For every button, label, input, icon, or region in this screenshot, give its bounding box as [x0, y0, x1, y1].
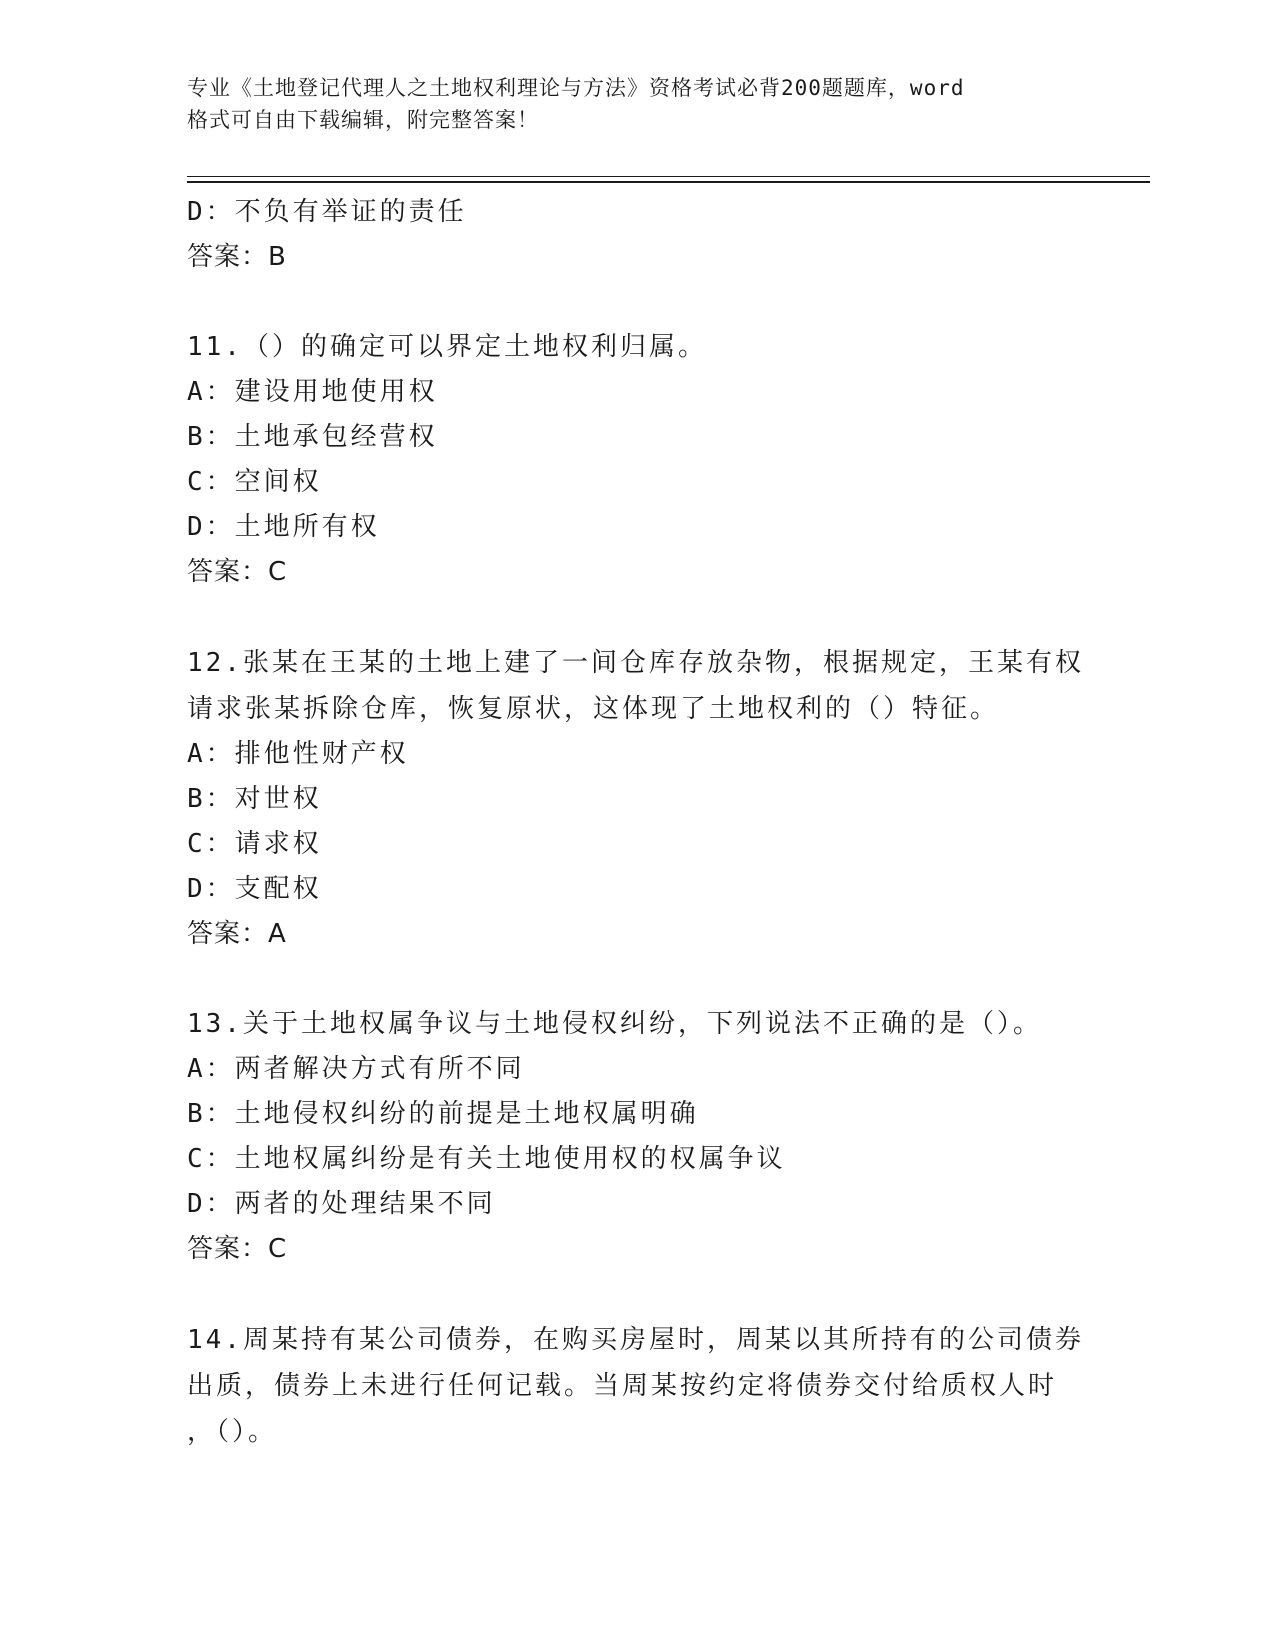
- header-title-line-1: 专业《土地登记代理人之土地权利理论与方法》资格考试必背200题题库，word: [187, 76, 965, 100]
- option-d: D：支配权: [187, 874, 322, 904]
- option-a: A：建设用地使用权: [187, 377, 438, 407]
- option-b: B：土地承包经营权: [187, 422, 438, 452]
- question-13: [187, 1002, 1087, 1272]
- header-divider-thick: [187, 181, 1150, 183]
- option-c: C：土地权属纠纷是有关土地使用权的权属争议: [187, 1144, 786, 1174]
- option-c: C：请求权: [187, 829, 322, 859]
- question-stem-line-1: 12.张某在王某的土地上建了一间仓库存放杂物，根据规定，王某有权: [187, 648, 1084, 678]
- option-d: D：土地所有权: [187, 512, 380, 542]
- answer-line: 答案：C: [187, 557, 288, 587]
- option-d: D：两者的处理结果不同: [187, 1189, 496, 1219]
- option-a: A：两者解决方式有所不同: [187, 1054, 525, 1084]
- option-b: B：对世权: [187, 784, 322, 814]
- header-title-line-2: 格式可自由下载编辑，附完整答案！: [187, 108, 539, 132]
- answer-line: 答案：B: [187, 242, 287, 272]
- question-stem: 11.（）的确定可以界定土地权利归属。: [187, 332, 707, 362]
- question-stem-line-2: 请求张某拆除仓库，恢复原状，这体现了土地权利的（）特征。: [187, 694, 1000, 724]
- header-divider-thin: [187, 176, 1150, 177]
- option-b: B：土地侵权纠纷的前提是土地权属明确: [187, 1099, 699, 1129]
- option-c: C：空间权: [187, 467, 322, 497]
- question-stem-line-2: 出质，债券上未进行任何记载。当周某按约定将债券交付给质权人时: [187, 1371, 1058, 1401]
- question-list: [187, 190, 1087, 1455]
- option-d: D：不负有举证的责任: [187, 197, 467, 227]
- prev-question-tail: [187, 190, 1087, 280]
- question-11: [187, 325, 1087, 595]
- question-stem-line-1: 14.周某持有某公司债券，在购买房屋时，周某以其所持有的公司债券: [187, 1325, 1084, 1355]
- answer-line: 答案：C: [187, 1234, 288, 1264]
- answer-line: 答案：A: [187, 919, 287, 949]
- question-stem: 13.关于土地权属争议与土地侵权纠纷，下列说法不正确的是（）。: [187, 1009, 1042, 1039]
- question-stem-line-3: ，（）。: [187, 1417, 278, 1447]
- option-a: A：排他性财产权: [187, 739, 409, 769]
- document-header: [187, 72, 1067, 136]
- question-14: [187, 1317, 1087, 1455]
- question-12: [187, 640, 1087, 957]
